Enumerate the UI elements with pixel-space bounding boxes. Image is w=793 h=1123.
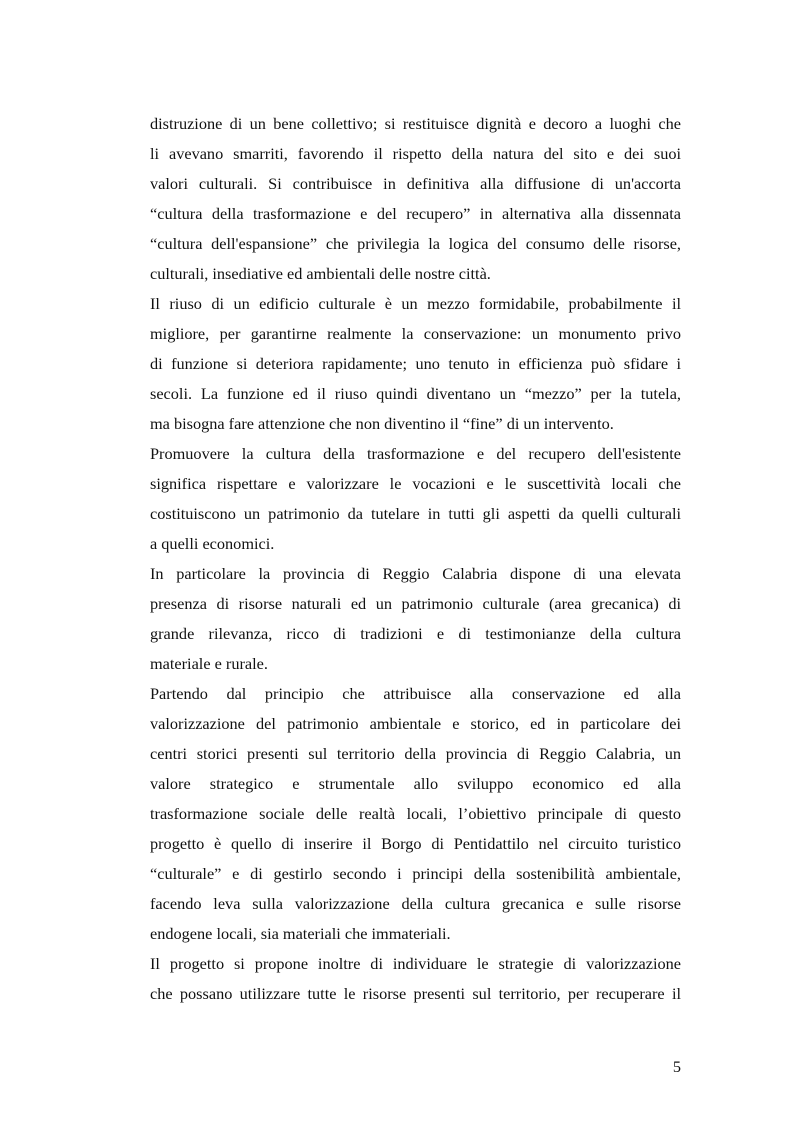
text-line: materiale e rurale.	[150, 654, 268, 673]
paragraph	[150, 289, 681, 439]
text-line: facendo leva sulla valorizzazione della cultura grecanica e sulle risorse	[150, 894, 681, 913]
text-line: In particolare la provincia di Reggio Calabria dispone di una elevata	[150, 564, 681, 583]
text-line: che possano utilizzare tutte le risorse presenti sul territorio, per recuperare il	[150, 984, 681, 1003]
text-line: ma bisogna fare attenzione che non diventino il “fine” di un intervento.	[150, 414, 614, 433]
paragraph	[150, 439, 681, 559]
text-line: Il progetto si propone inoltre di individuare le strategie di valorizzazione	[150, 954, 681, 973]
page-number: 5	[672, 1057, 681, 1076]
paragraph	[150, 559, 681, 679]
text-line: Partendo dal principio che attribuisce alla conservazione ed alla	[150, 684, 681, 703]
text-line: trasformazione sociale delle realtà locali, l’obiettivo principale di questo	[150, 804, 681, 823]
text-line: a quelli economici.	[150, 534, 275, 553]
text-line: “cultura della trasformazione e del recupero” in alternativa alla dissennata	[150, 204, 681, 223]
text-line: valorizzazione del patrimonio ambientale e storico, ed in particolare dei	[150, 714, 681, 733]
text-line: endogene locali, sia materiali che immateriali.	[150, 924, 451, 943]
text-line: centri storici presenti sul territorio della provincia di Reggio Calabria, un	[150, 744, 681, 763]
text-line: migliore, per garantirne realmente la conservazione: un monumento privo	[150, 324, 681, 343]
body-text	[150, 109, 681, 1009]
text-line: culturali, insediative ed ambientali delle nostre città.	[150, 264, 491, 283]
text-line: valori culturali. Si contribuisce in definitiva alla diffusione di un'accorta	[150, 174, 681, 193]
text-line: presenza di risorse naturali ed un patrimonio culturale (area grecanica) di	[150, 594, 681, 613]
text-line: secoli. La funzione ed il riuso quindi diventano un “mezzo” per la tutela,	[150, 384, 681, 403]
paragraph	[150, 949, 681, 1009]
text-line: progetto è quello di inserire il Borgo di Pentidattilo nel circuito turistico	[150, 834, 681, 853]
text-line: “cultura dell'espansione” che privilegia la logica del consumo delle risorse,	[150, 234, 681, 253]
text-line: costituiscono un patrimonio da tutelare in tutti gli aspetti da quelli culturali	[150, 504, 681, 523]
text-line: distruzione di un bene collettivo; si restituisce dignità e decoro a luoghi che	[150, 114, 681, 133]
text-line: grande rilevanza, ricco di tradizioni e di testimonianze della cultura	[150, 624, 681, 643]
text-line: Promuovere la cultura della trasformazione e del recupero dell'esistente	[150, 444, 681, 463]
text-line: di funzione si deteriora rapidamente; uno tenuto in efficienza può sfidare i	[150, 354, 681, 373]
text-line: Il riuso di un edificio culturale è un mezzo formidabile, probabilmente il	[150, 294, 681, 313]
text-line: “culturale” e di gestirlo secondo i principi della sostenibilità ambientale,	[150, 864, 681, 883]
paragraph	[150, 109, 681, 289]
paragraph	[150, 679, 681, 949]
text-line: valore strategico e strumentale allo sviluppo economico ed alla	[150, 774, 681, 793]
text-line: significa rispettare e valorizzare le vocazioni e le suscettività locali che	[150, 474, 681, 493]
text-line: li avevano smarriti, favorendo il rispetto della natura del sito e dei suoi	[150, 144, 681, 163]
